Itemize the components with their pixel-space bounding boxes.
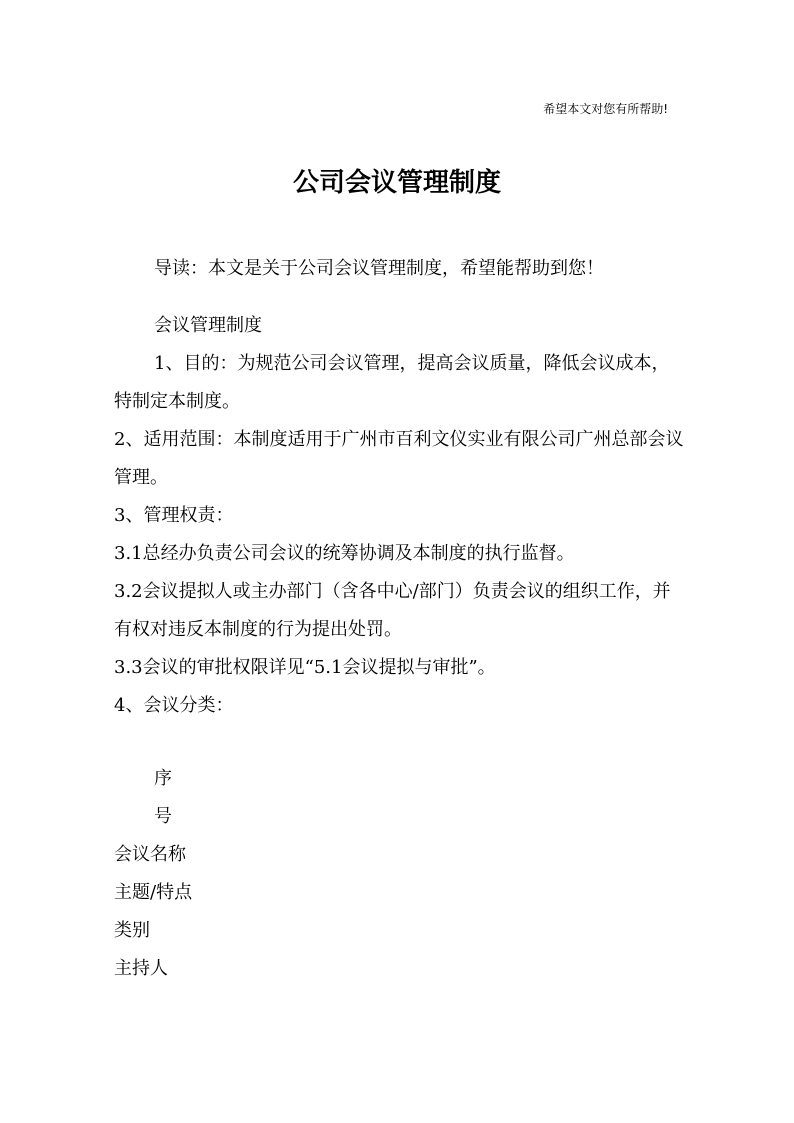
- paragraph-3-3: 3.3会议的审批权限详见“5.1会议提拟与审批”。: [114, 657, 496, 678]
- header-note: 希望本文对您有所帮助!: [543, 102, 668, 116]
- paragraph-3-1: 3.1总经办负责公司会议的统筹协调及本制度的执行监督。: [114, 543, 575, 564]
- paragraph-purpose: 1、目的：为规范公司会议管理，提高会议质量，降低会议成本，特制定本制度。: [114, 353, 670, 412]
- document-title: 公司会议管理制度: [292, 168, 501, 198]
- table-header-theme: 主题/特点: [114, 882, 193, 903]
- document-body: [114, 297, 684, 725]
- paragraph-scope: 2、适用范围：本制度适用于广州市百利文仪实业有限公司广州总部会议管理。: [114, 429, 684, 488]
- paragraph-responsibilities: 3、管理权责：: [114, 505, 234, 526]
- table-header-seq-line1: 序: [154, 768, 172, 789]
- intro-block: [114, 250, 684, 288]
- meeting-table: [114, 760, 614, 988]
- spacer: [114, 297, 684, 307]
- table-header-seq-line2: 号: [154, 806, 172, 827]
- paragraph-3-2: 3.2会议提拟人或主办部门（含各中心/部门）负责会议的组织工作，并有权对违反本制度的行为提出处罚。: [114, 581, 671, 640]
- table-header-type: 类别: [114, 920, 150, 941]
- table-header-host: 主持人: [114, 958, 168, 979]
- intro-paragraph: 导读：本文是关于公司会议管理制度，希望能帮助到您！: [154, 258, 604, 279]
- table-header-name: 会议名称: [114, 844, 186, 865]
- paragraph-classification: 4、会议分类：: [114, 695, 234, 716]
- section-heading: 会议管理制度: [154, 315, 262, 336]
